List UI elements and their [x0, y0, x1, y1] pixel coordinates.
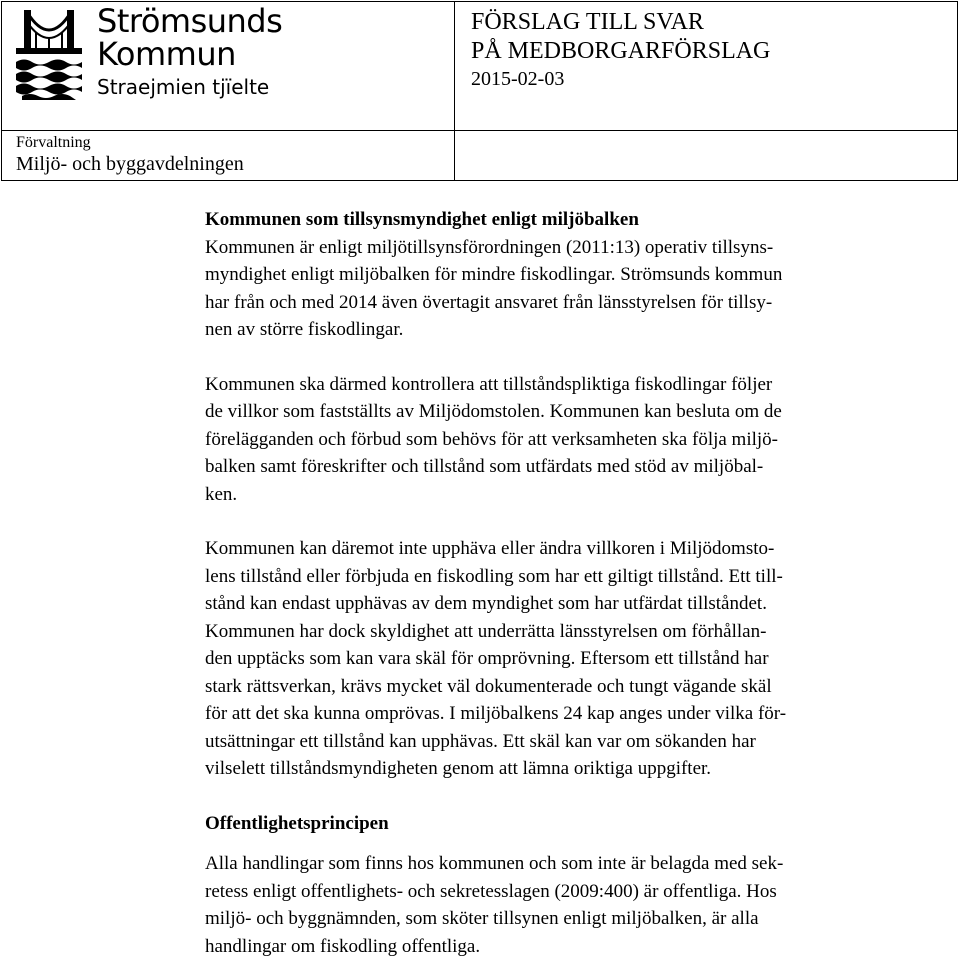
paragraph-line: stark rättsverkan, krävs mycket väl dokumenterade och tungt vägande skäl [205, 675, 772, 697]
paragraph-2 [205, 371, 945, 509]
paragraph-line: stånd kan endast upphävas av dem myndighet som har utfärdat tillståndet. [205, 593, 767, 614]
document-title-line1: FÖRSLAG TILL SVAR [471, 9, 704, 35]
paragraph-line: ken. [205, 483, 238, 505]
paragraph-line: Kommunen kan däremot inte upphäva eller ändra villkoren i Miljödomsto- [205, 538, 775, 559]
document-title-line2: PÅ MEDBORGARFÖRSLAG [471, 38, 771, 64]
document-body [205, 206, 945, 960]
section-heading-supervision: Kommunen som tillsynsmyndighet enligt miljöbalken [205, 209, 639, 230]
paragraph-line: utsättningar ett tillstånd kan upphävas. Ett skäl kan var om sökanden har [205, 730, 756, 752]
logo-wordmark [97, 4, 282, 100]
paragraph-line: Kommunen är enligt miljötillsynsförordningen (2011:13) operativ tillsyns- [205, 236, 774, 258]
paragraph-line: för att det ska kunna omprövas. I miljöbalkens 24 kap anges under vilka för- [205, 703, 787, 724]
empty-header-cell [454, 130, 958, 181]
paragraph-line: myndighet enligt miljöbalken för mindre fiskodlingar. Strömsunds kommun [205, 264, 783, 285]
paragraph-line: Alla handlingar som finns hos kommunen och som inte är belagda med sek- [205, 853, 784, 874]
paragraph-line: Kommunen ska därmed kontrollera att tillståndspliktiga fiskodlingar följer [205, 373, 773, 395]
paragraph-line: retess enligt offentlighets- och sekretesslagen (2009:400) är offentliga. Hos [205, 880, 777, 902]
paragraph-1 [205, 234, 945, 344]
paragraph-line: balken samt föreskrifter och tillstånd som utfärdats med stöd av miljöbal- [205, 456, 764, 477]
paragraph-line: lens tillstånd eller förbjuda en fiskodling som har ett giltigt tillstånd. Ett till- [205, 565, 783, 587]
logo-cell [1, 1, 454, 131]
paragraph-line: vilselett tillståndsmyndigheten genom att lämna oriktiga uppgifter. [205, 758, 712, 779]
paragraph-3 [205, 535, 945, 783]
letterhead [1, 1, 958, 181]
title-cell [454, 1, 958, 131]
paragraph-line: handlingar om fiskodling offentliga. [205, 935, 481, 957]
logo-name-line3: Straejmien tjïelte [97, 75, 270, 99]
paragraph-line: miljö- och byggnämnden, som sköter tillsynen enligt miljöbalken, är alla [205, 908, 759, 929]
administration-label: Förvaltning [16, 134, 91, 151]
paragraph-line: nen av större fiskodlingar. [205, 319, 404, 340]
paragraph-line: den upptäcks som kan vara skäl för omprövning. Eftersom ett tillstånd har [205, 648, 769, 669]
logo-name-line1: Strömsunds [97, 2, 283, 40]
document-date: 2015-02-03 [471, 68, 565, 90]
administration-value: Miljö- och byggavdelningen [16, 153, 244, 175]
paragraph-line: förelägganden och förbud som behövs för att verksamheten ska följa miljö- [205, 428, 778, 450]
section-heading-public-access: Offentlighetsprincipen [205, 812, 389, 834]
paragraph-line: Kommunen har dock skyldighet att underrätta länsstyrelsen om förhållan- [205, 620, 767, 642]
paragraph-line: de villkor som fastställts av Miljödomstolen. Kommunen kan besluta om de [205, 401, 782, 422]
municipality-logo-icon [16, 8, 82, 100]
document-title [471, 8, 770, 66]
administration-cell [1, 130, 454, 181]
paragraph-4 [205, 850, 945, 960]
paragraph-line: har från och med 2014 även övertagit ansvaret från länsstyrelsen för tillsy- [205, 291, 773, 313]
logo-name-line2: Kommun [97, 35, 236, 73]
